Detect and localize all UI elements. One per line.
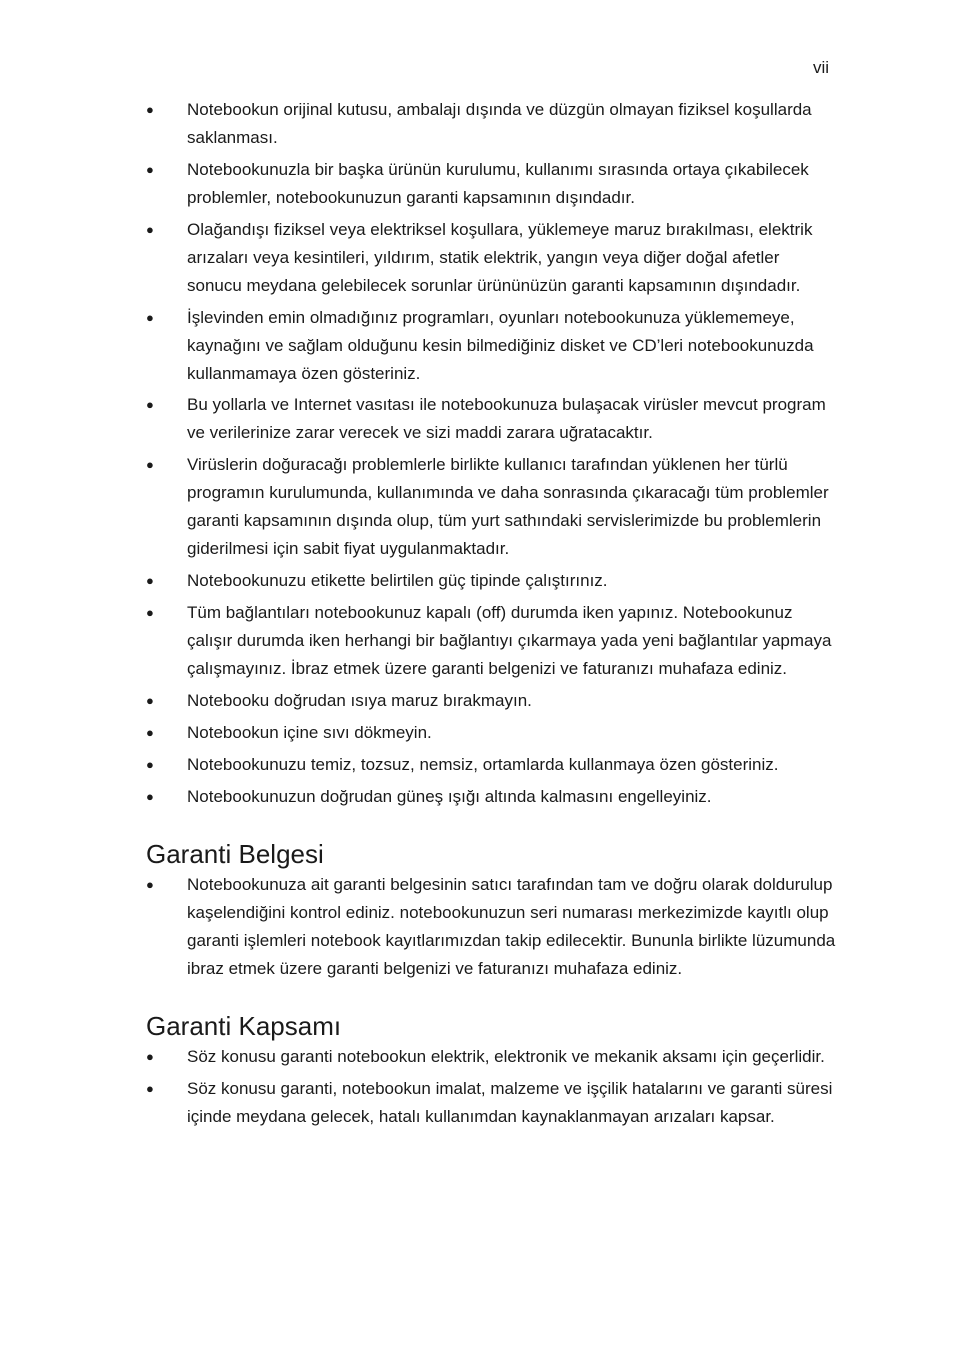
bullet-icon: ● <box>146 397 154 412</box>
section-heading-garanti-belgesi: Garanti Belgesi <box>146 839 324 869</box>
garanti-belgesi-list <box>146 871 836 983</box>
list-item <box>146 216 836 300</box>
list-item-text: Notebookunuza ait garanti belgesinin satıcı tarafından tam ve doğru olarak doldurulup kaşelendiğini kontrol ediniz. notebookunuzun seri numarası merkezimizde kayıtlı olup garanti işlemleri notebook kayıtlarımızdan takip edilecektir. Bununla birlikte lüzumunda ibraz etmek üzere garanti belgenizi ve faturanızı muhafaza ediniz. <box>187 875 836 978</box>
bullet-icon: ● <box>146 222 154 237</box>
list-item-text: Tüm bağlantıları notebookunuz kapalı (off) durumda iken yapınız. Notebookunuz çalışır durumda iken herhangi bir bağlantıyı çıkarmaya yada yeni bağlantılar yapmaya çalışmayınız. İbraz etmek üzere garanti belgenizi ve faturanızı muhafaza ediniz. <box>187 603 832 678</box>
bullet-icon: ● <box>146 757 154 772</box>
list-item <box>146 719 836 747</box>
bullet-icon: ● <box>146 877 154 892</box>
list-item-text: Söz konusu garanti, notebookun imalat, malzeme ve işçilik hatalarını ve garanti süresi içinde meydana gelecek, hatalı kullanımdan kaynaklanmayan arızaları kapsar. <box>187 1079 833 1126</box>
list-item <box>146 599 836 683</box>
list-item <box>146 751 836 779</box>
section-heading-garanti-kapsami: Garanti Kapsamı <box>146 1011 342 1041</box>
bullet-icon: ● <box>146 310 154 325</box>
list-item-text: Notebookunuzla bir başka ürünün kurulumu, kullanımı sırasında ortaya çıkabilecek problemler, notebookunuzun garanti kapsamının dışındadır. <box>187 160 809 207</box>
bullet-icon: ● <box>146 789 154 804</box>
bullet-icon: ● <box>146 1081 154 1096</box>
list-item-text: Virüslerin doğuracağı problemlerle birlikte kullanıcı tarafından yüklenen her türlü programın kurulumunda, kullanımında ve daha sonrasında çıkaracağı tüm problemler garanti kapsamının dışında olup, tüm yurt sathındaki servislerimizde bu problemlerin giderilmesi için sabit fiyat uygulanmaktadır. <box>187 455 829 558</box>
list-item <box>146 1075 836 1131</box>
list-item-text: Notebookunuzun doğrudan güneş ışığı altında kalmasını engelleyiniz. <box>187 787 712 806</box>
list-item <box>146 871 836 983</box>
bullet-icon: ● <box>146 457 154 472</box>
list-item <box>146 391 836 447</box>
garanti-kapsami-list <box>146 1043 836 1131</box>
bullet-icon: ● <box>146 693 154 708</box>
list-item-text: Söz konusu garanti notebookun elektrik, elektronik ve mekanik aksamı için geçerlidir. <box>187 1047 825 1066</box>
care-instructions-list <box>146 96 836 811</box>
list-item-text: Notebookunuzu etikette belirtilen güç tipinde çalıştırınız. <box>187 571 608 590</box>
bullet-icon: ● <box>146 102 154 117</box>
page-number: vii <box>812 58 829 77</box>
list-item <box>146 451 836 563</box>
list-item-text: Notebookunuzu temiz, tozsuz, nemsiz, ortamlarda kullanmaya özen gösteriniz. <box>187 755 779 774</box>
bullet-icon: ● <box>146 162 154 177</box>
bullet-icon: ● <box>146 573 154 588</box>
bullet-icon: ● <box>146 725 154 740</box>
bullet-icon: ● <box>146 1049 154 1064</box>
page-content <box>146 96 836 1135</box>
list-item <box>146 783 836 811</box>
list-item-text: Notebookun içine sıvı dökmeyin. <box>187 723 432 742</box>
list-item <box>146 567 836 595</box>
list-item-text: Olağandışı fiziksel veya elektriksel koşullara, yüklemeye maruz bırakılması, elektrik arızaları veya kesintileri, yıldırım, statik elektrik, yangın veya diğer doğal afetler sonucu meydana gelebilecek sorunlar ürününüzün garanti kapsamının dışındadır. <box>187 220 813 295</box>
list-item-text: Bu yollarla ve Internet vasıtası ile notebookunuza bulaşacak virüsler mevcut program ve verilerinize zarar verecek ve sizi maddi zarara uğratacaktır. <box>187 395 826 442</box>
list-item <box>146 687 836 715</box>
list-item-text: Notebookun orijinal kutusu, ambalajı dışında ve düzgün olmayan fiziksel koşullarda saklanması. <box>187 100 812 147</box>
list-item <box>146 96 836 152</box>
list-item <box>146 1043 836 1071</box>
list-item <box>146 156 836 212</box>
bullet-icon: ● <box>146 605 154 620</box>
list-item-text: İşlevinden emin olmadığınız programları, oyunları notebookunuza yüklememeye, kaynağını ve sağlam olduğunu kesin bilmediğiniz disket ve CD’leri notebookunuzda kullanmamaya özen gösteriniz. <box>187 308 814 383</box>
list-item-text: Notebooku doğrudan ısıya maruz bırakmayın. <box>187 691 532 710</box>
list-item <box>146 304 836 388</box>
